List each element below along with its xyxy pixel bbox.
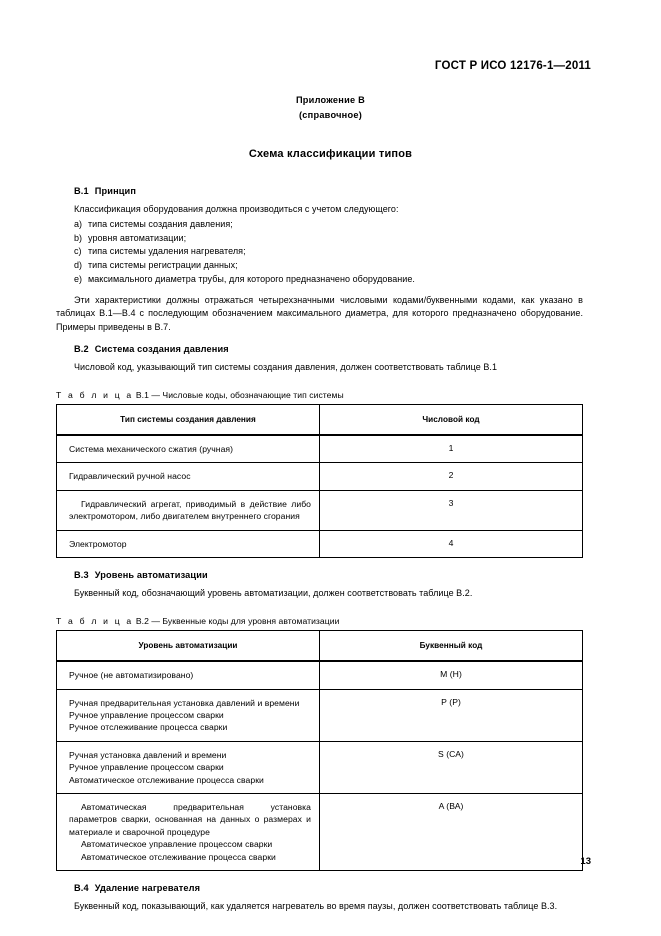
table-b1 — [56, 404, 583, 558]
section-b3-paragraph: Буквенный код, обозначающий уровень автоматизации, должен соответствовать таблице В.2. — [74, 588, 473, 599]
section-title-b2: Система создания давления — [94, 343, 229, 354]
list-item-text: максимального диаметра трубы, для которого предназначено оборудование. — [88, 273, 415, 284]
cell-code: Р (Р) — [320, 689, 583, 741]
table-row — [57, 794, 583, 871]
standard-number-header: ГОСТ Р ИСО 12176-1—2011 — [434, 60, 591, 72]
section-title-b4: Удаление нагревателя — [94, 883, 201, 894]
section-heading-b2 — [74, 344, 583, 354]
document-body — [56, 186, 583, 915]
list-item-text: типа системы регистрации данных; — [88, 259, 238, 270]
table-b2 — [56, 630, 583, 871]
table-header-row — [57, 631, 583, 662]
cell-line: Автоматическое управление процессом сварки — [81, 839, 273, 850]
cell-description: Электромотор — [57, 530, 320, 557]
list-item — [56, 245, 583, 259]
section-b4-paragraph: Буквенный код, показывающий, как удаляется нагреватель во время паузы, должен соответствовать таблице В.3. — [74, 901, 558, 912]
cell-description: Гидравлический ручной насос — [57, 463, 320, 490]
table-header-row — [57, 404, 583, 435]
cell-line: Ручное отслеживание процесса сварки — [69, 722, 228, 733]
cell-code: 1 — [320, 435, 583, 463]
cell-code: S (СА) — [320, 741, 583, 793]
list-marker: c) — [74, 246, 82, 257]
cell-description: Система механического сжатия (ручная) — [57, 435, 320, 463]
list-item-text: типа системы создания давления; — [88, 219, 233, 230]
cell-line: Ручное управление процессом сварки — [69, 710, 224, 721]
table-row — [57, 435, 583, 463]
list-item — [56, 273, 583, 287]
cell-code: 3 — [320, 490, 583, 530]
section-heading-b1 — [74, 186, 583, 196]
section-b2-paragraph: Числовой код, указывающий тип системы создания давления, должен соответствовать таблице В.1 — [74, 361, 498, 372]
list-marker: e) — [74, 273, 83, 284]
list-item — [56, 259, 583, 273]
table-row — [57, 741, 583, 793]
column-header-code: Буквенный код — [320, 631, 583, 662]
table-row — [57, 689, 583, 741]
list-marker: d) — [74, 259, 83, 270]
cell-line: Ручное управление процессом сварки — [69, 762, 224, 773]
annex-title: Приложение В — [295, 95, 366, 105]
section-heading-b4 — [74, 883, 583, 893]
cell-line: Автоматическая предварительная установка параметров сварки, основанная на данных о размерах и материале и сварочной процедуре — [69, 802, 311, 837]
list-marker: a) — [74, 219, 83, 230]
section-number-b2: В.2 — [74, 343, 89, 354]
page-title: Схема классификации типов — [248, 148, 413, 160]
column-header-type: Тип системы создания давления — [57, 404, 320, 435]
page-number: 13 — [580, 856, 591, 867]
section-title-b3: Уровень автоматизации — [94, 570, 208, 581]
list-item — [56, 232, 583, 246]
list-item — [56, 218, 583, 232]
table-caption-word: Т а б л и ц а — [56, 389, 134, 400]
table-b1-body — [57, 435, 583, 558]
table-caption-text: В.1 — Числовые коды, обозначающие тип системы — [135, 389, 344, 400]
table-row — [57, 661, 583, 689]
section-heading-b3 — [74, 570, 583, 580]
table-b2-head — [57, 631, 583, 662]
table-row — [57, 463, 583, 490]
list-item-text: уровня автоматизации; — [88, 232, 187, 243]
cell-code: A (ВА) — [320, 794, 583, 871]
table-caption-word: Т а б л и ц а — [56, 616, 134, 627]
section-title-b1: Принцип — [94, 186, 137, 196]
section-number-b3: В.3 — [74, 570, 89, 581]
cell-code: M (Н) — [320, 661, 583, 689]
annex-heading — [0, 93, 661, 123]
cell-description: Гидравлический агрегат, приводимый в действие либо электромотором, либо двигателем внутреннего сгорания — [57, 490, 320, 530]
table-row — [57, 530, 583, 557]
table-row — [57, 490, 583, 530]
cell-description — [57, 741, 320, 793]
cell-code: 4 — [320, 530, 583, 557]
table-b1-head — [57, 404, 583, 435]
section-b1-intro: Классификация оборудования должна производиться с учетом следующего: — [74, 204, 399, 214]
principle-list — [56, 218, 583, 286]
table-b2-body — [57, 661, 583, 870]
list-marker: b) — [74, 232, 83, 243]
cell-description — [57, 794, 320, 871]
table-b1-caption — [56, 390, 583, 400]
annex-subtitle: (справочное) — [298, 110, 362, 120]
section-number-b1: В.1 — [74, 186, 89, 196]
cell-description — [57, 661, 320, 689]
section-number-b4: В.4 — [74, 883, 89, 894]
column-header-code: Числовой код — [320, 404, 583, 435]
cell-line: Ручная установка давлений и времени — [69, 749, 227, 760]
section-b1-outro: Эти характеристики должны отражаться четырехзначными числовыми кодами/буквенными кодами, как указано в таблицах В.1—В.4 с последующим обозначением максимального диаметра, для которого предназначено оборудование. Примеры приведены в В.7. — [56, 295, 583, 332]
cell-line: Автоматическое отслеживание процесса сварки — [81, 851, 276, 862]
cell-line: Автоматическое отслеживание процесса сварки — [69, 774, 264, 785]
table-caption-text: В.2 — Буквенные коды для уровня автоматизации — [135, 616, 340, 627]
cell-line: Ручное (не автоматизировано) — [69, 670, 194, 681]
column-header-level: Уровень автоматизации — [57, 631, 320, 662]
list-item-text: типа системы удаления нагревателя; — [88, 246, 246, 257]
cell-line: Ручная предварительная установка давлений и времени — [69, 697, 300, 708]
table-b2-caption — [56, 616, 583, 626]
cell-code: 2 — [320, 463, 583, 490]
cell-description — [57, 689, 320, 741]
